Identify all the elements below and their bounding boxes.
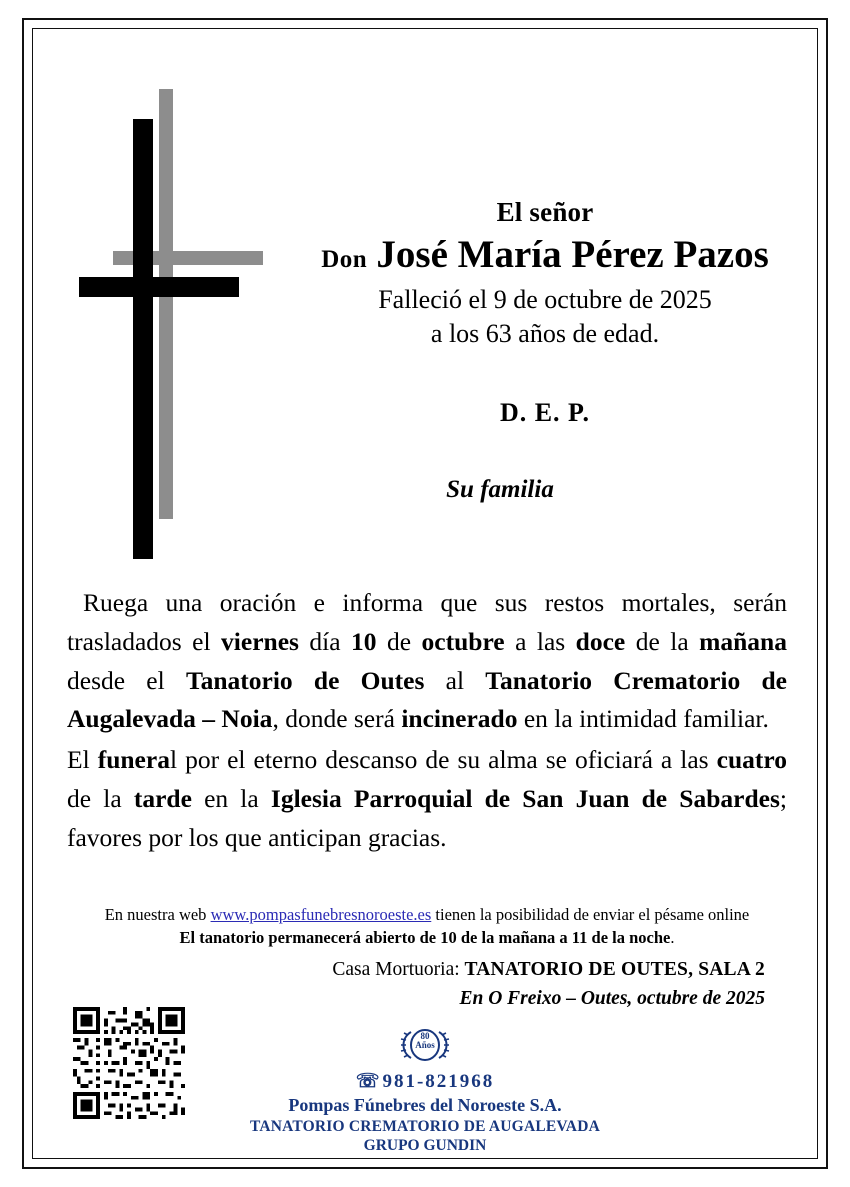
- p1-bold-6: Tanatorio de Outes: [185, 665, 425, 695]
- cross-icon: [73, 89, 263, 559]
- p1-text-4: a las: [504, 626, 576, 656]
- opening-hours-note: [67, 926, 787, 950]
- mortuary-place: TANATORIO DE OUTES, SALA 2: [464, 959, 765, 981]
- p1-text-3: de: [376, 626, 422, 656]
- p1-text-7: al: [424, 665, 486, 695]
- honorific: El señor: [496, 197, 594, 227]
- p1-text-5: de la: [625, 626, 700, 656]
- badge-number: 80: [420, 1031, 430, 1041]
- badge-label: Años: [415, 1040, 435, 1051]
- cross-bar-vertical: [133, 119, 153, 559]
- badge-text: [397, 1032, 453, 1051]
- p2-text-3: de la: [67, 783, 134, 813]
- cross-bar-horizontal: [79, 277, 239, 297]
- p1-bold-5: mañana: [699, 626, 787, 656]
- mortuary-label: Casa Mortuoria:: [332, 959, 465, 981]
- death-date-line: Falleció el 9 de octubre de 2025: [378, 285, 712, 314]
- age-line: a los 63 años de edad.: [430, 319, 660, 349]
- web-note-suffix: tienen la posibilidad de enviar el pésame online: [431, 905, 750, 924]
- p1-bold-7: Tanatorio Crematorio de Augalevada – Noia: [67, 665, 787, 734]
- p1-bold-8: incinerado: [401, 704, 518, 734]
- inner-border: [32, 28, 818, 1159]
- deceased-name-line: [265, 232, 825, 277]
- p2-bold-2: cuatro: [716, 745, 787, 774]
- p1-text-9: en la intimidad familiar.: [517, 704, 769, 734]
- p2-text-2: l por el eterno descanso de su alma se oficiará a las: [169, 745, 717, 774]
- announcement-body: [67, 584, 787, 857]
- paragraph-funeral: [67, 741, 787, 857]
- p1-bold-4: doce: [575, 626, 626, 656]
- mortuary-line: [67, 957, 787, 983]
- p2-text-5: ; favores por los que anticipan gracias.: [67, 783, 787, 852]
- company-name: Pompas Fúnebres del Noroeste S.A.: [288, 1095, 562, 1115]
- p2-bold-1: funera: [97, 745, 170, 774]
- cross-shadow-vertical: [159, 89, 173, 519]
- place-and-date: En O Freixo – Outes, octubre de 2025: [459, 987, 765, 1009]
- phone-text: 981-821968: [382, 1071, 495, 1092]
- family-signature: Su familia: [446, 475, 554, 503]
- opening-hours-period: .: [670, 928, 675, 948]
- p1-text-1: Ruega una oración e informa que sus restos mortales, serán trasladados el: [67, 588, 787, 656]
- p1-text-2: día: [298, 626, 352, 656]
- opening-hours-text: El tanatorio permanecerá abierto de 10 de la mañana a 11 de la noche: [179, 928, 671, 948]
- crematorium-name: TANATORIO CREMATORIO DE AUGALEVADA: [249, 1118, 600, 1135]
- p1-text-6: desde el: [67, 665, 186, 695]
- website-link[interactable]: www.pompasfunebresnoroeste.es: [210, 905, 432, 924]
- paragraph-transfer: [67, 584, 787, 739]
- condolences-note: [67, 904, 787, 926]
- p2-text-1: El: [67, 745, 98, 774]
- p1-bold-1: viernes: [221, 626, 299, 656]
- web-note-prefix: En nuestra web: [104, 905, 211, 924]
- p2-bold-4: Iglesia Parroquial de San Juan de Sabardes: [270, 783, 780, 813]
- name-title: Don: [321, 246, 368, 273]
- notes-block: [67, 904, 787, 1010]
- telephone-icon: ☏: [355, 1071, 380, 1092]
- dep-abbreviation: D. E. P.: [499, 397, 591, 427]
- p1-text-8: , donde será: [272, 704, 402, 734]
- p2-bold-3: tarde: [133, 783, 192, 813]
- p1-bold-2: 10: [351, 626, 377, 656]
- deceased-header: [265, 197, 825, 504]
- p1-bold-3: octubre: [421, 626, 505, 656]
- group-name: GRUPO GUNDIN: [363, 1137, 487, 1154]
- deceased-full-name: José María Pérez Pazos: [376, 233, 769, 276]
- company-footer: [33, 1024, 817, 1155]
- p2-text-4: en la: [191, 783, 271, 813]
- anniversary-badge-icon: [397, 1024, 453, 1066]
- phone-number[interactable]: [33, 1070, 817, 1093]
- outer-border: [22, 18, 828, 1169]
